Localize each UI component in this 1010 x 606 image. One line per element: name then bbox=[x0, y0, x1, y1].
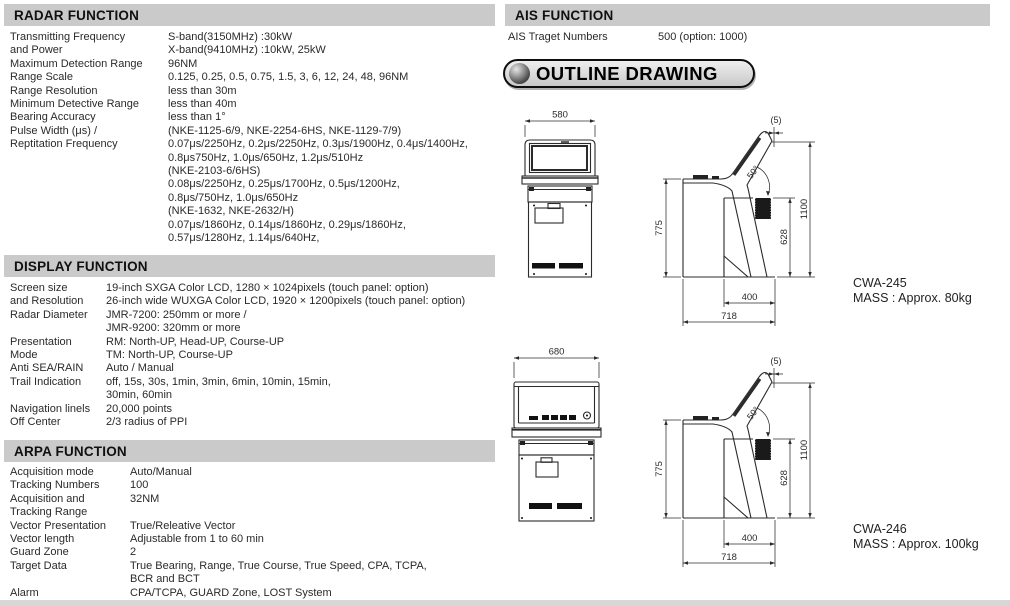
spec-label bbox=[10, 165, 168, 178]
spec-label bbox=[10, 192, 168, 205]
dim-monitor-height: 628 bbox=[779, 229, 790, 245]
radar-function-header: RADAR FUNCTION bbox=[4, 4, 495, 26]
model-name: CWA-245 bbox=[853, 276, 907, 290]
spec-value: less than 1° bbox=[168, 111, 226, 124]
spec-value: 0.8μs750Hz, 1.0μs/650Hz, 1.2μs/510Hz bbox=[168, 151, 364, 164]
spec-label: Tracking Numbers bbox=[10, 479, 100, 492]
spec-value: True Bearing, Range, True Course, True Speed, CPA, TCPA, bbox=[130, 559, 427, 572]
spec-row bbox=[10, 44, 498, 57]
spec-value: RM: North-UP, Head-UP, Course-UP bbox=[106, 335, 285, 348]
spec-row bbox=[10, 403, 498, 416]
bottom-divider bbox=[0, 600, 1010, 606]
spec-value: less than 40m bbox=[168, 98, 237, 111]
spec-value: 2 bbox=[130, 546, 137, 559]
spec-label: Acquisition and bbox=[10, 492, 85, 505]
spec-label: Anti SEA/RAIN bbox=[10, 362, 84, 375]
outline-drawing-badge bbox=[503, 59, 755, 88]
spec-label bbox=[10, 389, 106, 402]
spec-label: Reptitation Frequency bbox=[10, 138, 118, 151]
spec-label bbox=[10, 178, 168, 191]
unit-label-cwa-245 bbox=[853, 276, 972, 306]
spec-row bbox=[10, 178, 498, 191]
spec-value: BCR and BCT bbox=[130, 573, 200, 586]
spec-value: 26-inch wide WUXGA Color LCD, 1920 × 1200pixels (touch panel: option) bbox=[106, 295, 466, 308]
spec-row bbox=[10, 152, 498, 165]
spec-row bbox=[10, 506, 498, 519]
dim-console-height: 775 bbox=[654, 220, 665, 236]
spec-row bbox=[10, 232, 498, 245]
dim-top-offset: (5) bbox=[770, 115, 782, 125]
spec-label: Range Resolution bbox=[10, 84, 98, 97]
spec-value: 100 bbox=[130, 479, 149, 492]
spec-row bbox=[10, 98, 498, 111]
spec-label: Bearing Accuracy bbox=[10, 111, 96, 124]
spec-label bbox=[10, 205, 168, 218]
spec-label: Off Center bbox=[10, 416, 61, 429]
model-name: CWA-246 bbox=[853, 522, 907, 536]
spec-row bbox=[10, 165, 498, 178]
spec-label: and Resolution bbox=[10, 295, 84, 308]
spec-label: Screen size bbox=[10, 282, 68, 294]
spec-value: 0.125, 0.25, 0.5, 0.75, 1.5, 3, 6, 12, 24, 48, 96NM bbox=[168, 71, 409, 84]
spec-value: True/Releative Vector bbox=[130, 519, 236, 532]
spec-row bbox=[10, 389, 498, 402]
spec-label: Target Data bbox=[10, 559, 67, 572]
spec-row bbox=[10, 479, 498, 492]
spec-label: Acquisition mode bbox=[10, 466, 94, 478]
spec-label: Mode bbox=[10, 349, 38, 362]
spec-row bbox=[10, 125, 498, 138]
spec-value: JMR-9200: 320mm or more bbox=[106, 322, 241, 335]
spec-label: Tracking Range bbox=[10, 506, 88, 519]
spec-row bbox=[10, 138, 498, 151]
spec-label: Vector Presentation bbox=[10, 519, 107, 532]
spec-value: JMR-7200: 250mm or more / bbox=[106, 308, 247, 321]
spec-row bbox=[10, 111, 498, 124]
spec-value: CPA/TCPA, GUARD Zone, LOST System bbox=[130, 586, 332, 599]
spec-value: 96NM bbox=[168, 57, 198, 70]
dim-front-width: 580 bbox=[552, 109, 568, 121]
spec-row bbox=[10, 546, 498, 559]
spec-row bbox=[10, 362, 498, 375]
spec-value: TM: North-UP, Course-UP bbox=[106, 349, 233, 362]
spec-label: Vector length bbox=[10, 533, 75, 546]
spec-value: 19-inch SXGA Color LCD, 1280 × 1024pixels (touch panel: option) bbox=[106, 282, 429, 294]
spec-row bbox=[10, 533, 498, 546]
spec-value: Auto/Manual bbox=[130, 466, 192, 478]
spec-row bbox=[10, 71, 498, 84]
front-view-cwa-245 bbox=[522, 110, 598, 278]
spec-row bbox=[10, 219, 498, 232]
ais-function-header: AIS FUNCTION bbox=[505, 4, 990, 26]
spec-row bbox=[10, 336, 498, 349]
spec-row bbox=[10, 573, 498, 586]
spec-row bbox=[10, 416, 498, 429]
display-function-table bbox=[10, 282, 498, 429]
spec-value: 0.07μs/2250Hz, 0.2μs/2250Hz, 0.3μs/1900Hz, 0.4μs/1400Hz, bbox=[168, 138, 468, 151]
spec-value: 500 (option: 1000) bbox=[658, 31, 748, 43]
spec-value: 0.57μs/1280Hz, 1.14μs/640Hz, bbox=[168, 232, 320, 245]
spec-row bbox=[10, 295, 498, 308]
spec-value: 2/3 radius of PPI bbox=[106, 416, 188, 429]
spec-row bbox=[508, 31, 988, 44]
spec-value: X-band(9410MHz) :10kW, 25kW bbox=[168, 44, 326, 57]
spec-value: 0.8μs/750Hz, 1.0μs/650Hz bbox=[168, 191, 299, 204]
spec-row bbox=[10, 587, 498, 600]
spec-row bbox=[10, 560, 498, 573]
spec-label: Radar Diameter bbox=[10, 308, 88, 321]
spec-value: 20,000 points bbox=[106, 402, 173, 415]
spec-label bbox=[10, 573, 130, 586]
spec-value: (NKE-2103-6/6HS) bbox=[168, 165, 261, 178]
spec-value: Auto / Manual bbox=[106, 362, 174, 375]
arpa-function-header: ARPA FUNCTION bbox=[4, 440, 495, 462]
spec-row bbox=[10, 282, 498, 295]
side-view-drawing bbox=[654, 115, 815, 326]
dim-base-depth: 400 bbox=[741, 292, 758, 303]
spec-value: less than 30m bbox=[168, 84, 237, 97]
spec-value: 0.08μs/2250Hz, 0.25μs/1700Hz, 0.5μs/1200Hz, bbox=[168, 178, 400, 191]
radar-function-table bbox=[10, 31, 498, 246]
spec-label bbox=[10, 152, 168, 165]
spec-label: and Power bbox=[10, 44, 63, 57]
spec-value: off, 15s, 30s, 1min, 3min, 6min, 10min, 15min, bbox=[106, 375, 331, 388]
spec-label bbox=[10, 232, 168, 245]
spec-value: 30min, 60min bbox=[106, 389, 173, 402]
spec-label: AIS Traget Numbers bbox=[508, 31, 608, 43]
spec-value: (NKE-1632, NKE-2632/H) bbox=[168, 205, 294, 218]
spec-label: Trail Indication bbox=[10, 375, 82, 388]
spec-row bbox=[10, 31, 498, 44]
spec-value: 0.07μs/1860Hz, 0.14μs/1860Hz, 0.29μs/1860Hz, bbox=[168, 218, 406, 231]
spec-value: (NKE-1125-6/9, NKE-2254-6HS, NKE-1129-7/9) bbox=[168, 124, 402, 137]
spec-row bbox=[10, 205, 498, 218]
dim-total-depth: 718 bbox=[721, 311, 737, 322]
spec-row bbox=[10, 192, 498, 205]
spec-row bbox=[10, 322, 498, 335]
spec-label bbox=[10, 219, 168, 232]
spec-label: Navigation linels bbox=[10, 402, 91, 415]
spec-row bbox=[10, 493, 498, 506]
spec-row bbox=[10, 520, 498, 533]
spec-label: Minimum Detective Range bbox=[10, 98, 139, 111]
spec-value: Adjustable from 1 to 60 min bbox=[130, 533, 264, 546]
spec-label: Pulse Width (μs) / bbox=[10, 124, 98, 137]
spec-row bbox=[10, 309, 498, 322]
spec-value: 32NM bbox=[130, 492, 160, 505]
spec-label: Alarm bbox=[10, 586, 39, 599]
spec-row bbox=[10, 58, 498, 71]
spec-label bbox=[10, 322, 106, 335]
model-mass: MASS : Approx. 100kg bbox=[853, 537, 979, 551]
dim-front-width: 680 bbox=[548, 346, 565, 358]
spec-label: Transmitting Frequency bbox=[10, 31, 126, 43]
dim-total-height: 1100 bbox=[799, 198, 810, 220]
spec-label: Maximum Detection Range bbox=[10, 57, 143, 70]
front-view-cwa-246 bbox=[512, 347, 601, 522]
spec-value: S-band(3150MHz) :30kW bbox=[168, 31, 293, 43]
spec-row bbox=[10, 349, 498, 362]
unit-label-cwa-246 bbox=[853, 522, 979, 552]
spec-label: Guard Zone bbox=[10, 546, 69, 559]
ais-function-table bbox=[508, 31, 988, 44]
spec-row bbox=[10, 466, 498, 479]
spec-label: Presentation bbox=[10, 335, 72, 348]
spec-row bbox=[10, 85, 498, 98]
model-mass: MASS : Approx. 80kg bbox=[853, 291, 972, 305]
outline-drawing-title: OUTLINE DRAWING bbox=[536, 62, 718, 84]
spec-label: Range Scale bbox=[10, 71, 73, 84]
display-function-header: DISPLAY FUNCTION bbox=[4, 255, 495, 277]
outline-drawing-cwa-246 bbox=[505, 340, 1010, 595]
spec-row bbox=[10, 376, 498, 389]
sphere-icon bbox=[509, 63, 530, 84]
dim-tilt-angle: 50° bbox=[745, 163, 762, 181]
arpa-function-table bbox=[10, 466, 498, 600]
